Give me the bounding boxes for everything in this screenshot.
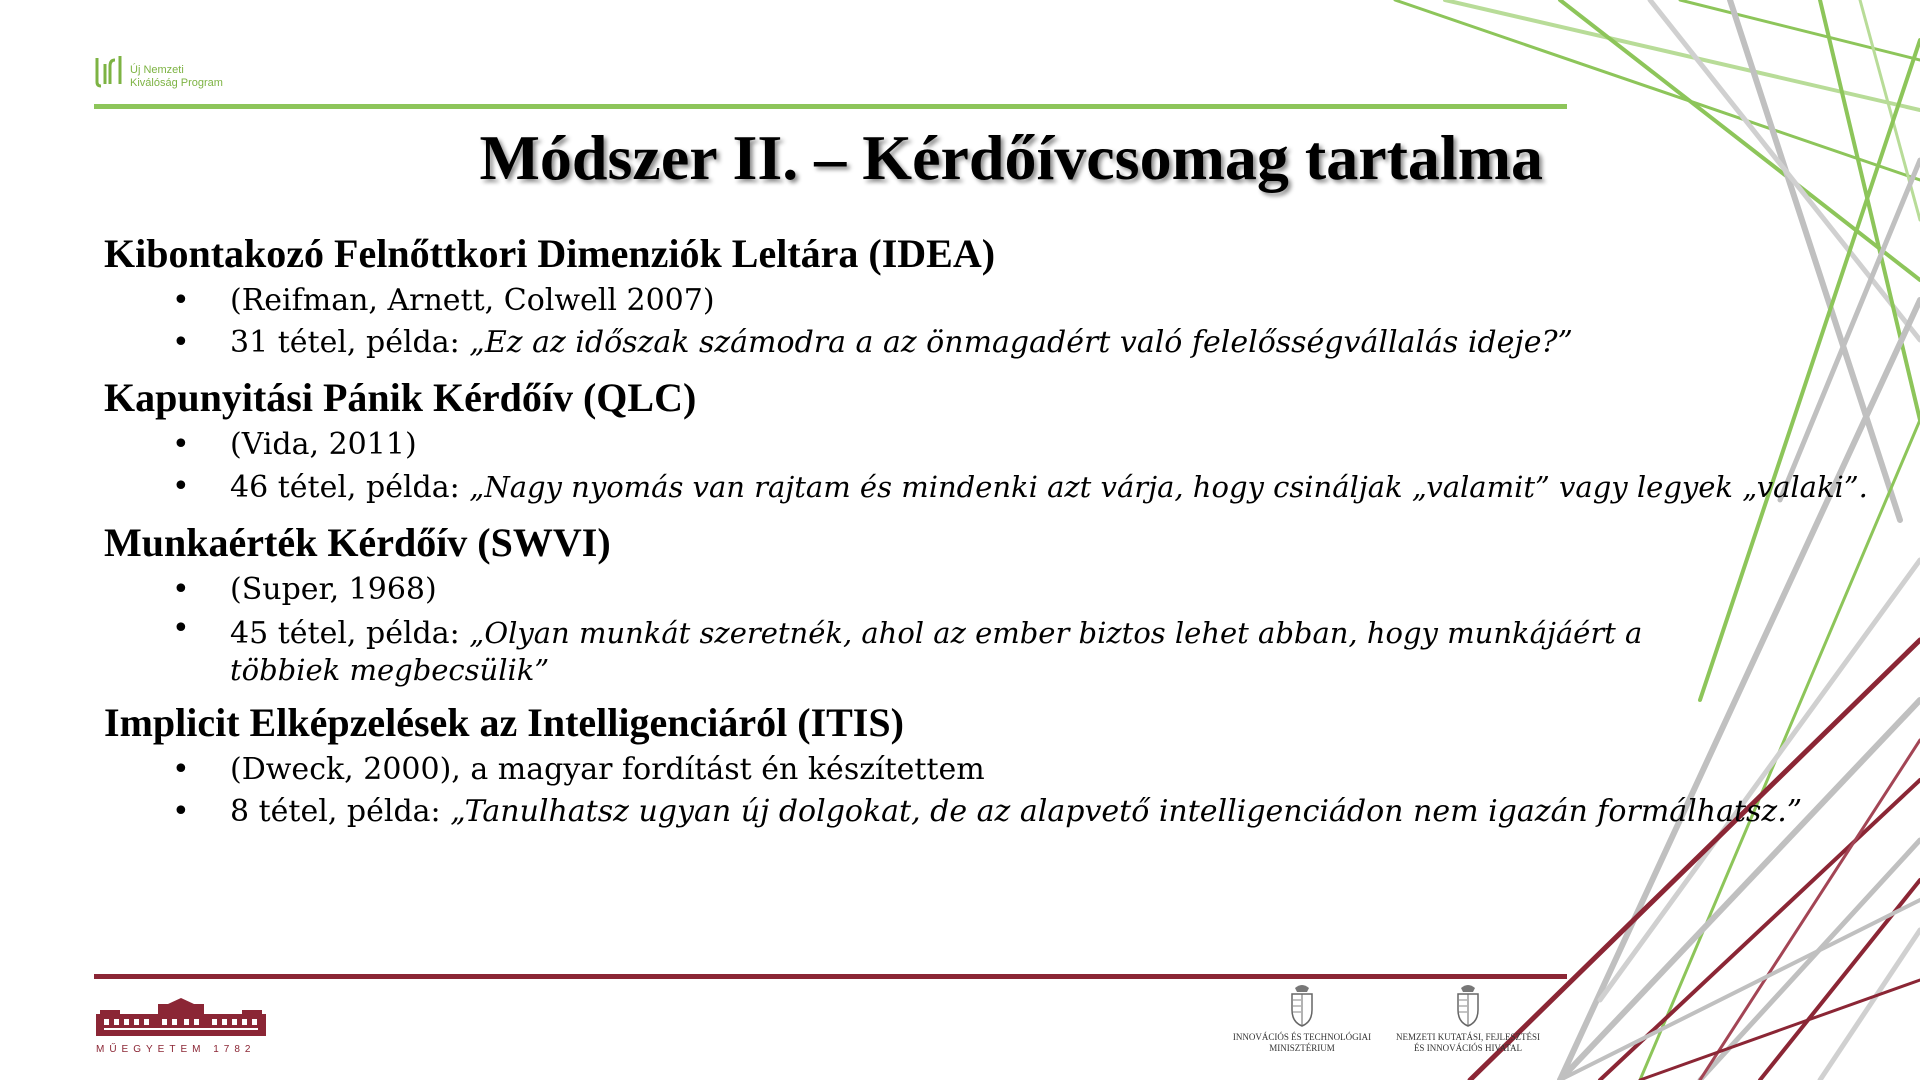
slide-content bbox=[104, 228, 1868, 841]
ministry-logo-itm bbox=[1227, 982, 1377, 1054]
bullet-label: (Super, 1968) bbox=[230, 572, 437, 607]
bullet-item bbox=[104, 791, 1803, 833]
bullet-label: 8 tétel, példa: bbox=[230, 794, 451, 829]
bullet-item bbox=[104, 569, 1704, 611]
bullet-item bbox=[104, 424, 1704, 466]
bullet-label: (Dweck, 2000), a magyar fordítást én készítettem bbox=[230, 752, 985, 787]
section-itis bbox=[104, 697, 1803, 833]
bullet-item bbox=[104, 466, 1868, 509]
bullet-dot-icon: • bbox=[172, 469, 190, 504]
bullet-dot-icon: • bbox=[172, 427, 190, 462]
unkp-logo bbox=[94, 50, 223, 90]
bullet-list bbox=[104, 569, 1704, 689]
bullet-list bbox=[104, 749, 1803, 833]
bullet-example: „Tanulhatsz ugyan új dolgokat, de az alapvető intelligenciádon nem igazán formálhatsz.” bbox=[450, 794, 1803, 829]
bullet-dot-icon: • bbox=[172, 752, 190, 787]
muegyetem-logo bbox=[96, 998, 266, 1055]
ministry-name-line-1: INNOVÁCIÓS ÉS TECHNOLÓGIAI bbox=[1232, 1032, 1372, 1042]
bullet-label: 45 tétel, példa: bbox=[230, 616, 470, 651]
unkp-logo-icon bbox=[94, 50, 124, 90]
bullet-example: „Nagy nyomás van rajtam és mindenki azt várja, hogy csináljak „valamit” vagy legyek „valaki”. bbox=[469, 470, 1868, 504]
bullet-dot-icon: • bbox=[172, 572, 190, 607]
bullet-item bbox=[104, 280, 1704, 322]
bullet-list bbox=[104, 280, 1704, 364]
section-heading: Implicit Elképzelések az Intelligenciáról (ITIS) bbox=[104, 700, 904, 745]
section-heading: Kibontakozó Felnőttkori Dimenziók Leltára (IDEA) bbox=[104, 231, 996, 276]
bullet-item bbox=[104, 611, 1680, 689]
bullet-item bbox=[104, 749, 1704, 791]
bullet-dot-icon: • bbox=[172, 794, 190, 829]
section-qlc bbox=[104, 372, 1868, 509]
bullet-label: (Reifman, Arnett, Colwell 2007) bbox=[230, 283, 715, 318]
coat-of-arms-icon bbox=[1287, 982, 1317, 1028]
footer-rule bbox=[94, 974, 1567, 979]
agency-name-line-1: NEMZETI KUTATÁSI, FEJLESZTÉSI bbox=[1395, 1032, 1541, 1042]
bullet-label: 31 tétel, példa: bbox=[230, 325, 470, 360]
header-rule bbox=[94, 104, 1567, 109]
unkp-logo-line-2: Kiválóság Program bbox=[130, 77, 223, 89]
agency-name-line-2: ÉS INNOVÁCIÓS HIVATAL bbox=[1413, 1043, 1523, 1053]
bullet-dot-icon: • bbox=[172, 283, 190, 318]
ministry-name-line-2: MINISZTÉRIUM bbox=[1269, 1043, 1335, 1053]
bullet-item bbox=[104, 322, 1704, 364]
ministry-logo-nkfih bbox=[1393, 982, 1543, 1054]
bullet-label: 46 tétel, példa: bbox=[230, 470, 470, 505]
section-heading: Kapunyitási Pánik Kérdőív (QLC) bbox=[104, 375, 697, 420]
section-swvi bbox=[104, 517, 1704, 689]
coat-of-arms-icon bbox=[1453, 982, 1483, 1028]
section-idea bbox=[104, 228, 1704, 364]
bullet-list bbox=[104, 424, 1868, 509]
slide-title: Módszer II. – Kérdőívcsomag tartalma bbox=[479, 122, 1543, 193]
bullet-dot-icon: • bbox=[172, 611, 190, 646]
bullet-dot-icon: • bbox=[172, 325, 190, 360]
university-name: MŰEGYETEM 1782 bbox=[96, 1044, 256, 1055]
unkp-logo-line-1: Új Nemzeti bbox=[130, 64, 184, 76]
bullet-example: „Olyan munkát szeretnék, ahol az ember biztos lehet abban, hogy munkájáért a többiek megbecsülik” bbox=[230, 616, 1643, 687]
bullet-example: „Ez az időszak számodra a az önmagadért való felelősségvállalás ideje?” bbox=[469, 325, 1573, 360]
university-building-icon bbox=[96, 998, 266, 1038]
bullet-label: (Vida, 2011) bbox=[230, 427, 417, 462]
section-heading: Munkaérték Kérdőív (SWVI) bbox=[104, 520, 611, 565]
